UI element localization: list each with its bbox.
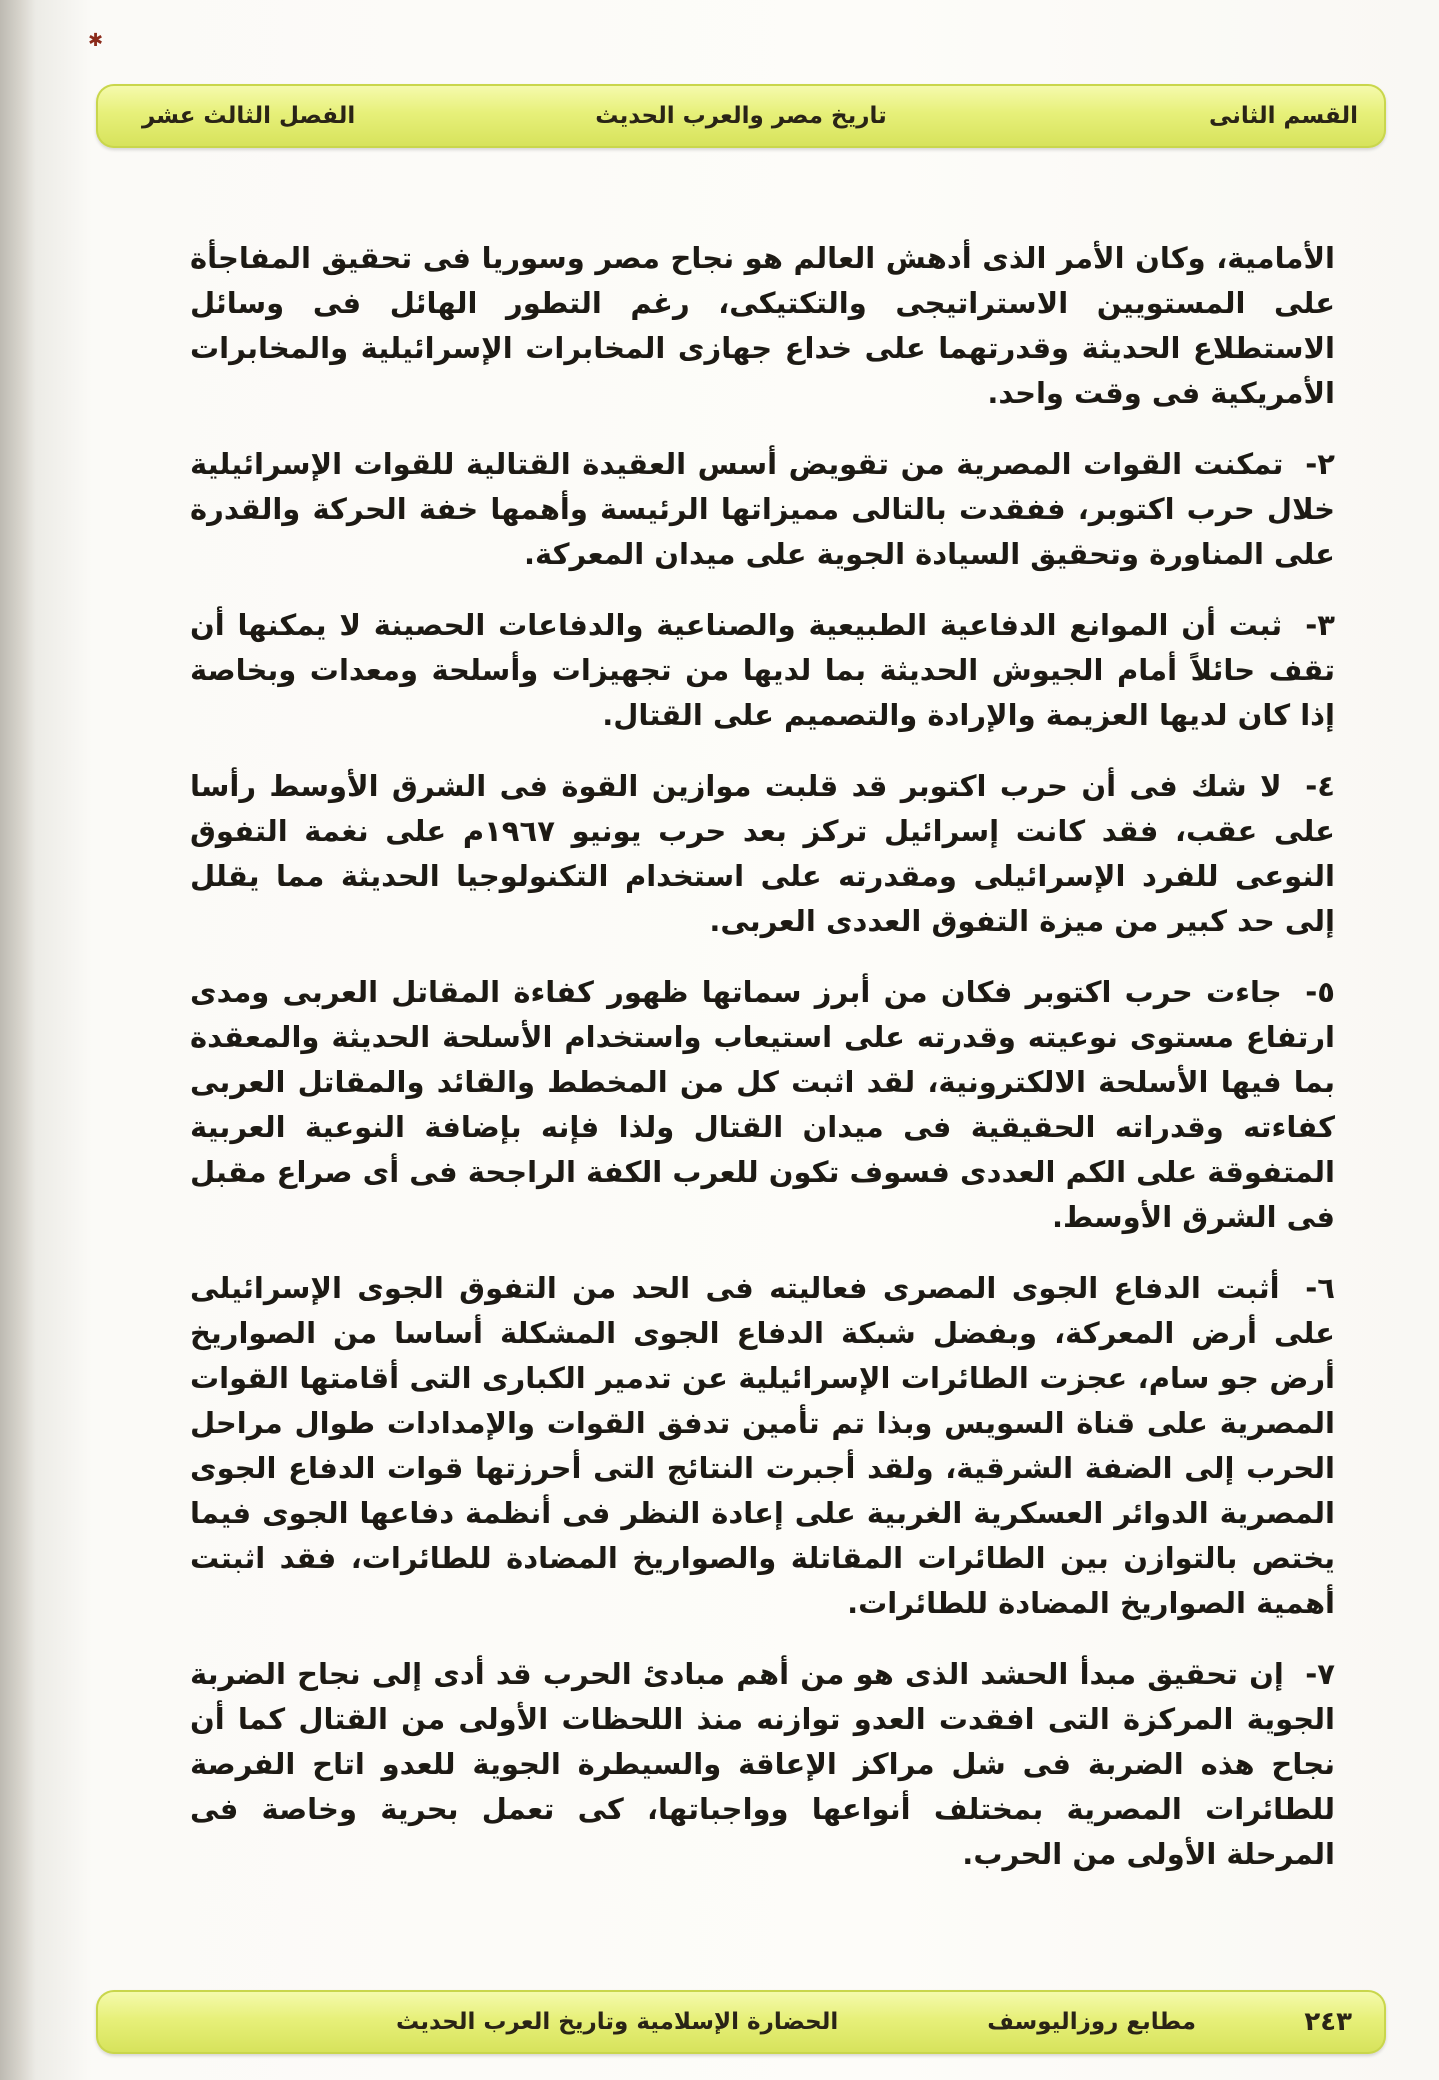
item-number: ٤- (1305, 769, 1335, 803)
margin-mark: ✱ (88, 30, 104, 51)
list-item-3 (190, 603, 1335, 738)
paragraph-continuation (190, 236, 1335, 416)
book-title: تاريخ مصر والعرب الحديث (595, 103, 887, 129)
item-number: ٣- (1305, 608, 1335, 642)
paragraph-text: إن تحقيق مبدأ الحشد الذى هو من أهم مبادئ الحرب قد أدى إلى نجاح الضربة الجوية المركزة التى افقدت العدو توازنه منذ اللحظات الأولى من القتال كما أن نجاح هذه الضربة فى شل مراكز الإعاقة والسيطرة الجوية للعدو اتاح الفرصة للطائرات المصرية بمختلف أنواعها وواجباتها، كى تعمل بحرية وخاصة فى المرحلة الأولى من الحرب. (190, 1657, 1335, 1871)
paragraph-text: الأمامية، وكان الأمر الذى أدهش العالم هو نجاح مصر وسوريا فى تحقيق المفاجأة على المستويين الاستراتيجى والتكتيكى، رغم التطور الهائل فى وسائل الاستطلاع الحديثة وقدرتهما على خداع جهازى المخابرات الإسرائيلية والمخابرات الأمريكية فى وقت واحد. (190, 241, 1335, 410)
item-number: ٢- (1305, 447, 1335, 481)
paragraph-text: لا شك فى أن حرب اكتوبر قد قلبت موازين القوة فى الشرق الأوسط رأسا على عقب، فقد كانت إسرائيل تركز بعد حرب يونيو ١٩٦٧م على نغمة التفوق النوعى للفرد الإسرائيلى ومقدرته على استخدام التكنولوجيا الحديثة مما يقلل إلى حد كبير من ميزة التفوق العددى العربى. (190, 769, 1335, 938)
paragraph-text: تمكنت القوات المصرية من تقويض أسس العقيدة القتالية للقوات الإسرائيلية خلال حرب اكتوبر، ففقدت بالتالى مميزاتها الرئيسة وأهمها خفة الحركة والقدرة على المناورة وتحقيق السيادة الجوية على ميدان المعركة. (190, 447, 1335, 571)
section-label: القسم الثانى (1209, 103, 1358, 129)
page-number: ٢٤٣ (1304, 2007, 1352, 2037)
main-text (190, 236, 1335, 1903)
footer-bar (96, 1990, 1386, 2054)
list-item-7 (190, 1652, 1335, 1877)
book-spine-shadow (0, 0, 36, 2080)
chapter-label: الفصل الثالث عشر (142, 103, 356, 129)
item-number: ٧- (1305, 1657, 1335, 1691)
paragraph-text: أثبت الدفاع الجوى المصرى فعاليته فى الحد من التفوق الجوى الإسرائيلى على أرض المعركة، وبفضل شبكة الدفاع الجوى المشكلة أساسا من الصواريخ أرض جو سام، عجزت الطائرات الإسرائيلية عن تدمير الكبارى التى أقامتها القوات المصرية على قناة السويس وبذا تم تأمين تدفق القوات والإمدادات طوال مراحل الحرب إلى الضفة الشرقية، ولقد أجبرت النتائج التى أحرزتها قوات الدفاع الجوى المصرية الدوائر العسكرية الغربية على إعادة النظر فى أنظمة دفاعها الجوى فيما يختص بالتوازن بين الطائرات المقاتلة والصواريخ المضادة للطائرات، فقد اثبتت أهمية الصواريخ المضادة للطائرات. (190, 1271, 1335, 1620)
book-series-title: الحضارة الإسلامية وتاريخ العرب الحديث (396, 2009, 839, 2035)
item-number: ٦- (1305, 1271, 1335, 1305)
list-item-4 (190, 764, 1335, 944)
paragraph-text: ثبت أن الموانع الدفاعية الطبيعية والصناعية والدفاعات الحصينة لا يمكنها أن تقف حائلاً أمام الجيوش الحديثة بما لديها من تجهيزات وأسلحة ومعدات وبخاصة إذا كان لديها العزيمة والإرادة والتصميم على القتال. (190, 608, 1335, 732)
press-name: مطابع روزاليوسف (987, 2009, 1196, 2035)
item-number: ٥- (1305, 975, 1335, 1009)
list-item-2 (190, 442, 1335, 577)
header-bar (96, 84, 1386, 148)
list-item-5 (190, 970, 1335, 1240)
list-item-6 (190, 1266, 1335, 1626)
paragraph-text: جاءت حرب اكتوبر فكان من أبرز سماتها ظهور كفاءة المقاتل العربى ومدى ارتفاع مستوى نوعيته وقدرته على استيعاب واستخدام الأسلحة الحديثة والمعقدة بما فيها الأسلحة الالكترونية، لقد اثبت كل من المخطط والقائد والمقاتل العربى كفاءته وقدراته الحقيقية فى ميدان القتال ولذا فإنه بإضافة النوعية العربية المتفوقة على الكم العددى فسوف تكون للعرب الكفة الراجحة فى أى صراع مقبل فى الشرق الأوسط. (190, 975, 1335, 1234)
